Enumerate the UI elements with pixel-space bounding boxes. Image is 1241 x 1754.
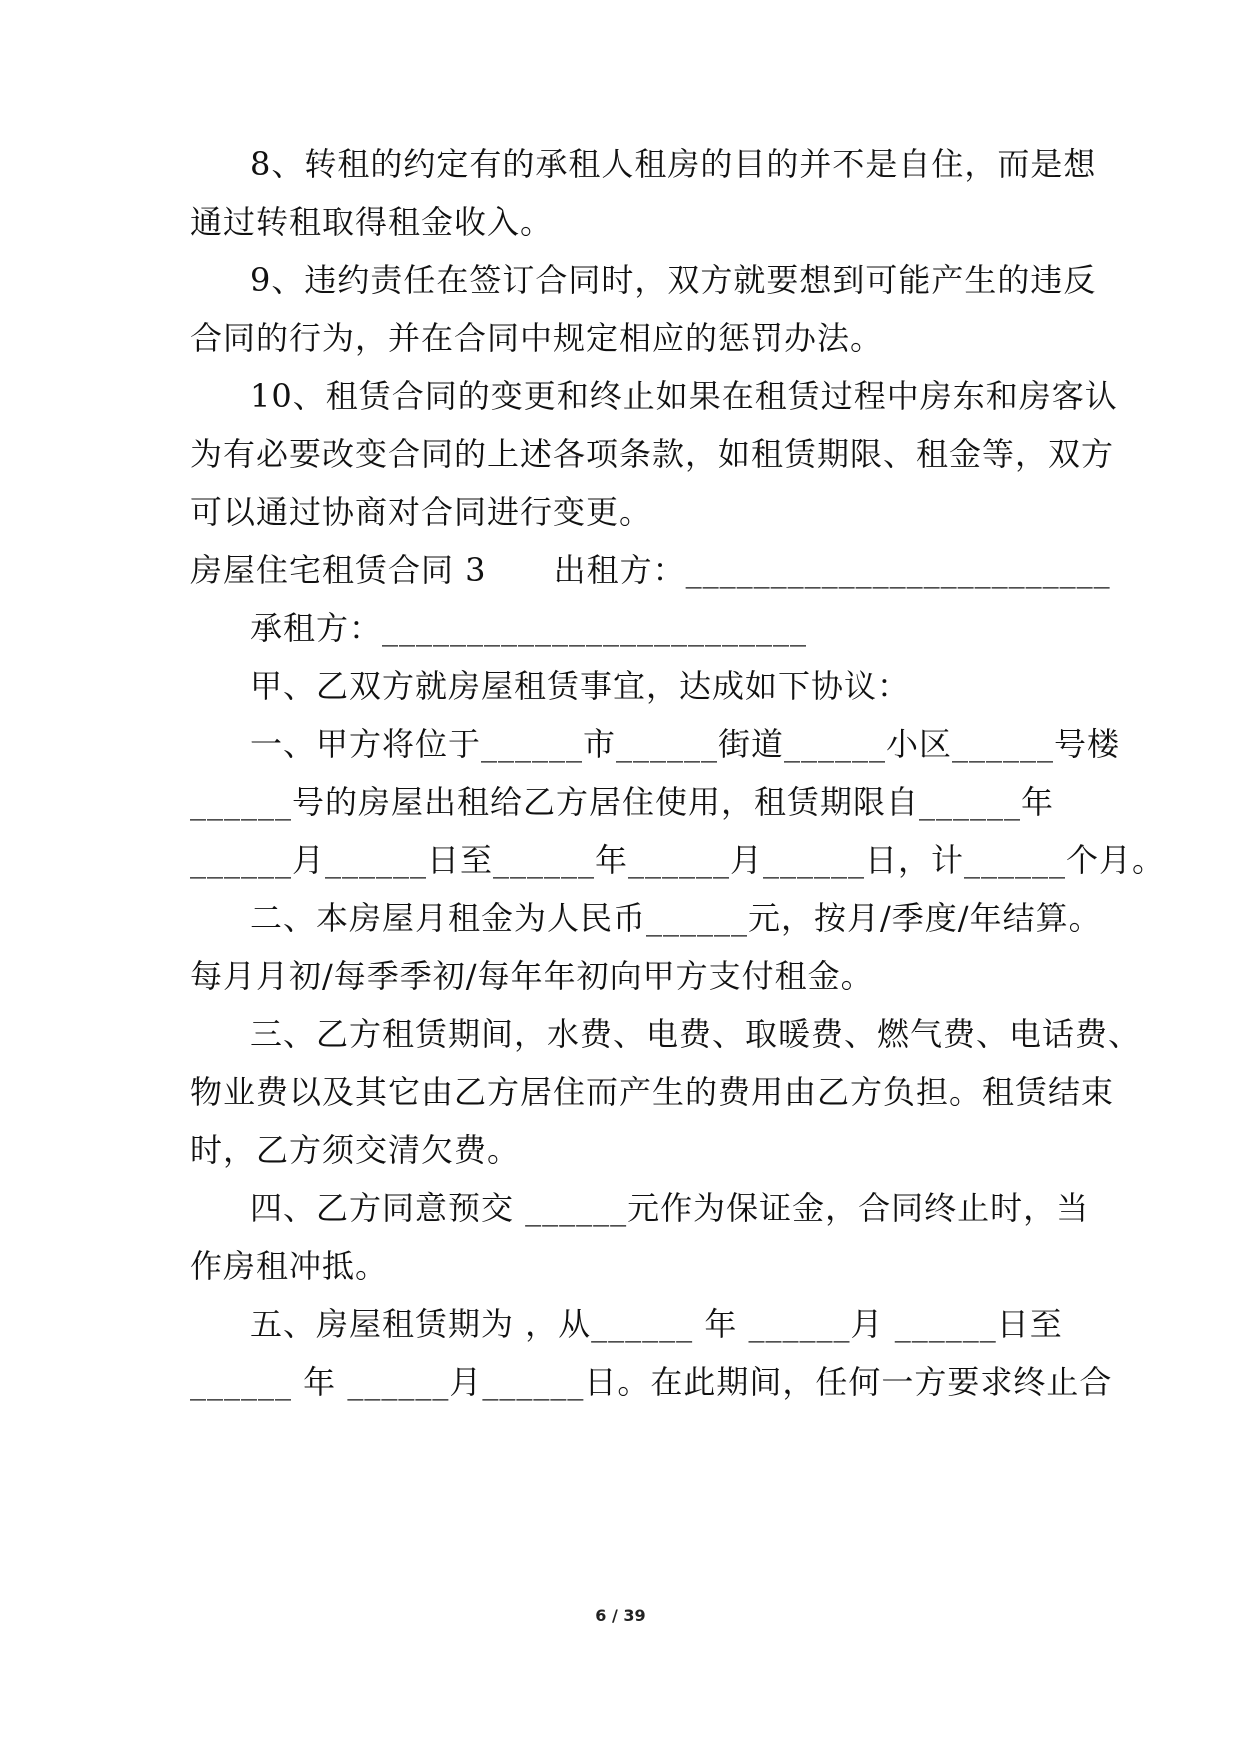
paragraph-line: 五、房屋租赁期为 ，从______ 年 ______月 ______日至 bbox=[250, 1305, 1063, 1343]
paragraph-line: ______号的房屋出租给乙方居住使用，租赁期限自______年 bbox=[190, 783, 1055, 821]
page-number: 6 / 39 bbox=[595, 1606, 646, 1625]
paragraph-line: 8、转租的约定有的承租人租房的目的并不是自住，而是想 bbox=[250, 145, 1097, 183]
paragraph-line: 作房租冲抵。 bbox=[190, 1247, 389, 1285]
paragraph-line: 可以通过协商对合同进行变更。 bbox=[190, 493, 653, 531]
paragraph-line: 通过转租取得租金收入。 bbox=[190, 203, 554, 241]
paragraph-line: 每月月初/每季季初/每年年初向甲方支付租金。 bbox=[190, 957, 874, 995]
paragraph-line: 时，乙方须交清欠费。 bbox=[190, 1131, 521, 1169]
paragraph-line: 9、违约责任在签订合同时，双方就要想到可能产生的违反 bbox=[250, 261, 1097, 299]
paragraph-line: 四、乙方同意预交 ______元作为保证金，合同终止时，当 bbox=[250, 1189, 1090, 1227]
paragraph-line: 物业费以及其它由乙方居住而产生的费用由乙方负担。租赁结束 bbox=[190, 1073, 1115, 1111]
paragraph-line: 合同的行为，并在合同中规定相应的惩罚办法。 bbox=[190, 319, 884, 357]
paragraph-line: ______月______日至______年______月______日，计______个月。 bbox=[190, 841, 1166, 879]
paragraph-line: 甲、乙双方就房屋租赁事宜，达成如下协议： bbox=[250, 667, 911, 705]
contract-title-line: 房屋住宅租赁合同 3 出租方：_________________________ bbox=[190, 551, 1111, 589]
paragraph-line: ______ 年 ______月______日。在此期间，任何一方要求终止合 bbox=[190, 1363, 1113, 1401]
paragraph-line: 承租方：_________________________ bbox=[250, 609, 808, 647]
paragraph-line: 10、租赁合同的变更和终止如果在租赁过程中房东和房客认 bbox=[250, 377, 1118, 415]
paragraph-line: 为有必要改变合同的上述各项条款，如租赁期限、租金等，双方 bbox=[190, 435, 1115, 473]
paragraph-line: 二、本房屋月租金为人民币______元，按月/季度/年结算。 bbox=[250, 899, 1102, 937]
paragraph-line: 三、乙方租赁期间，水费、电费、取暖费、燃气费、电话费、 bbox=[250, 1015, 1142, 1053]
paragraph-line: 一、甲方将位于______市______街道______小区______号楼 bbox=[250, 725, 1121, 763]
